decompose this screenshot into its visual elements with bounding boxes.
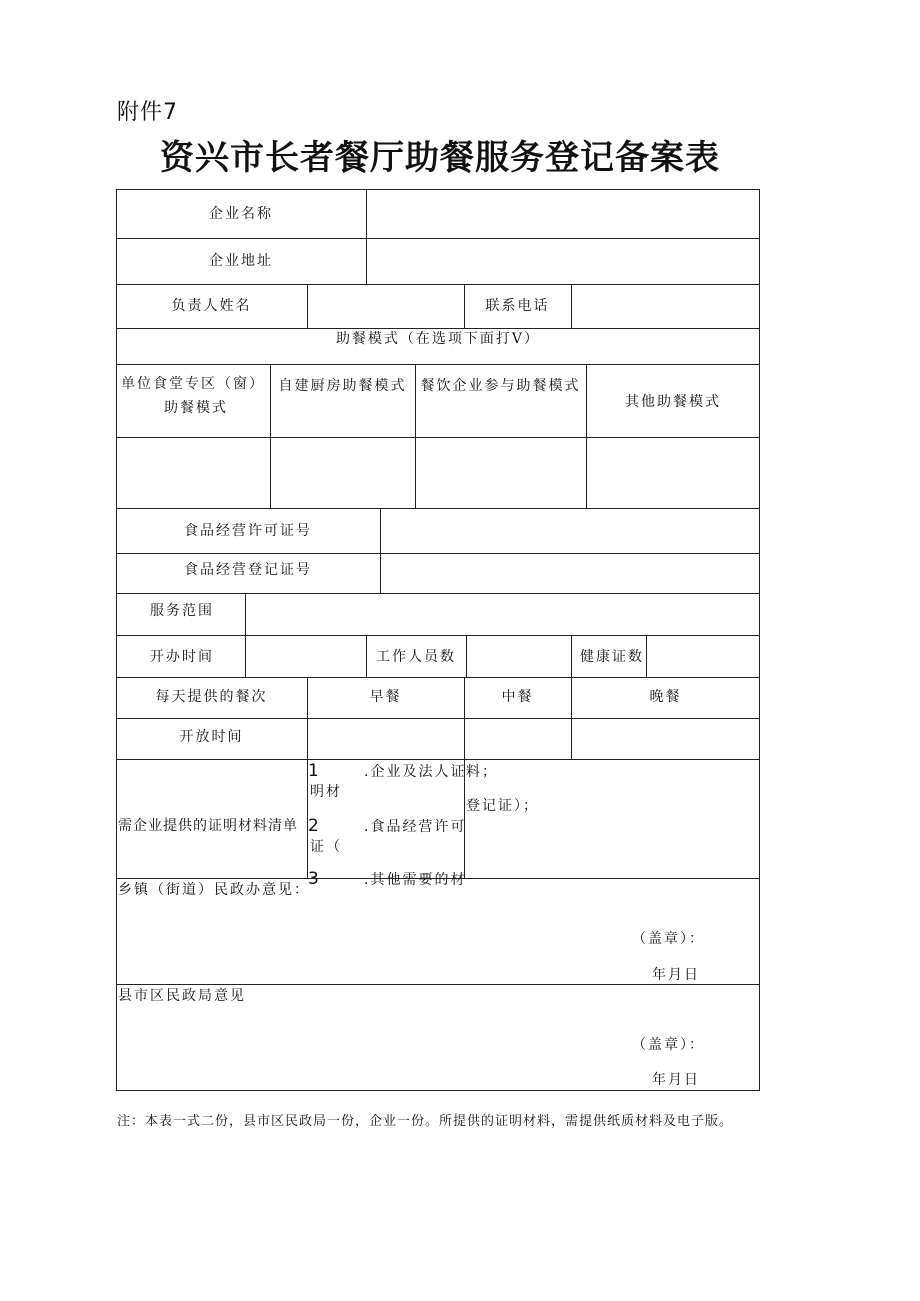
mode-canteen-line1: 单位食堂专区（窗）: [121, 376, 265, 392]
person-in-charge-label: 负责人姓名: [171, 298, 252, 314]
materials-item3-text: .其他需要的材: [364, 872, 467, 888]
opening-hours-label: 开放时间: [179, 729, 244, 745]
mode-catering-enterprise: 餐饮企业参与助餐模式: [420, 378, 581, 394]
col-divider: [366, 189, 367, 284]
row-divider: [116, 718, 760, 719]
county-opinion-label: 县市区民政局意见: [118, 988, 246, 1004]
materials-list: [308, 761, 568, 889]
materials-item3-number: 3: [308, 869, 319, 889]
dinner-label: 晚餐: [649, 689, 682, 705]
row-divider: [116, 364, 760, 365]
row-divider: [116, 635, 760, 636]
row-divider: [116, 238, 760, 239]
materials-item2-cont: 证（: [310, 839, 342, 855]
phone-label: 联系电话: [485, 298, 550, 314]
col-divider: [571, 635, 572, 677]
lunch-label: 中餐: [501, 689, 534, 705]
col-divider: [380, 508, 381, 593]
row-divider: [116, 553, 760, 554]
col-divider: [307, 284, 308, 328]
row-divider: [116, 284, 760, 285]
seal-label-township: （盖章）：: [632, 931, 705, 947]
registration-form-table: [116, 189, 760, 1091]
health-cert-label: 健康证数: [580, 649, 644, 665]
mode-canteen-line2: 助餐模式: [164, 400, 228, 416]
company-address-label: 企业地址: [209, 253, 273, 269]
breakfast-label: 早餐: [369, 689, 402, 705]
company-name-label: 企业名称: [209, 206, 273, 222]
materials-item2-text: .食品经营许可: [364, 819, 467, 835]
row-divider: [116, 437, 760, 438]
col-divider: [245, 593, 246, 677]
row-divider: [116, 593, 760, 594]
service-scope-label: 服务范围: [150, 603, 214, 619]
col-divider: [571, 284, 572, 328]
row-divider: [116, 508, 760, 509]
col-divider: [466, 635, 467, 677]
open-date-label: 开办时间: [150, 649, 214, 665]
row-divider: [116, 677, 760, 678]
materials-item1-number: 1: [308, 761, 319, 781]
township-opinion-label: 乡镇（街道）民政办意见：: [118, 882, 310, 898]
materials-item1-text: .企业及法人证: [364, 764, 467, 780]
seal-label-county: （盖章）：: [632, 1037, 705, 1053]
page-title: 资兴市长者餐厅助餐服务登记备案表: [160, 138, 720, 178]
food-registration-label: 食品经营登记证号: [184, 562, 312, 578]
mode-other: 其他助餐模式: [625, 394, 721, 410]
date-label-county: 年月日: [652, 1072, 700, 1088]
attachment-label: 附件7: [117, 100, 178, 125]
materials-item2-number: 2: [308, 816, 319, 836]
col-divider: [586, 364, 587, 508]
mode-self-kitchen: 自建厨房助餐模式: [278, 378, 407, 394]
row-divider: [116, 759, 760, 760]
materials-label: 需企业提供的证明材料清单: [118, 818, 298, 834]
meals-per-day-label: 每天提供的餐次: [155, 689, 268, 705]
materials-item1-cont: 明材: [310, 784, 342, 800]
staff-count-label: 工作人员数: [376, 649, 456, 665]
mode-header: 助餐模式（在选项下面打V）: [335, 331, 541, 347]
date-label-township: 年月日: [652, 967, 700, 983]
footnote: 注：本表一式二份，县市区民政局一份，企业一份。所提供的证明材料，需提供纸质材料及电子版。: [117, 1114, 734, 1129]
materials-item1-tail: 料；: [466, 764, 498, 780]
food-license-label: 食品经营许可证号: [184, 523, 312, 539]
materials-item2-tail: 登记证）；: [466, 798, 539, 814]
